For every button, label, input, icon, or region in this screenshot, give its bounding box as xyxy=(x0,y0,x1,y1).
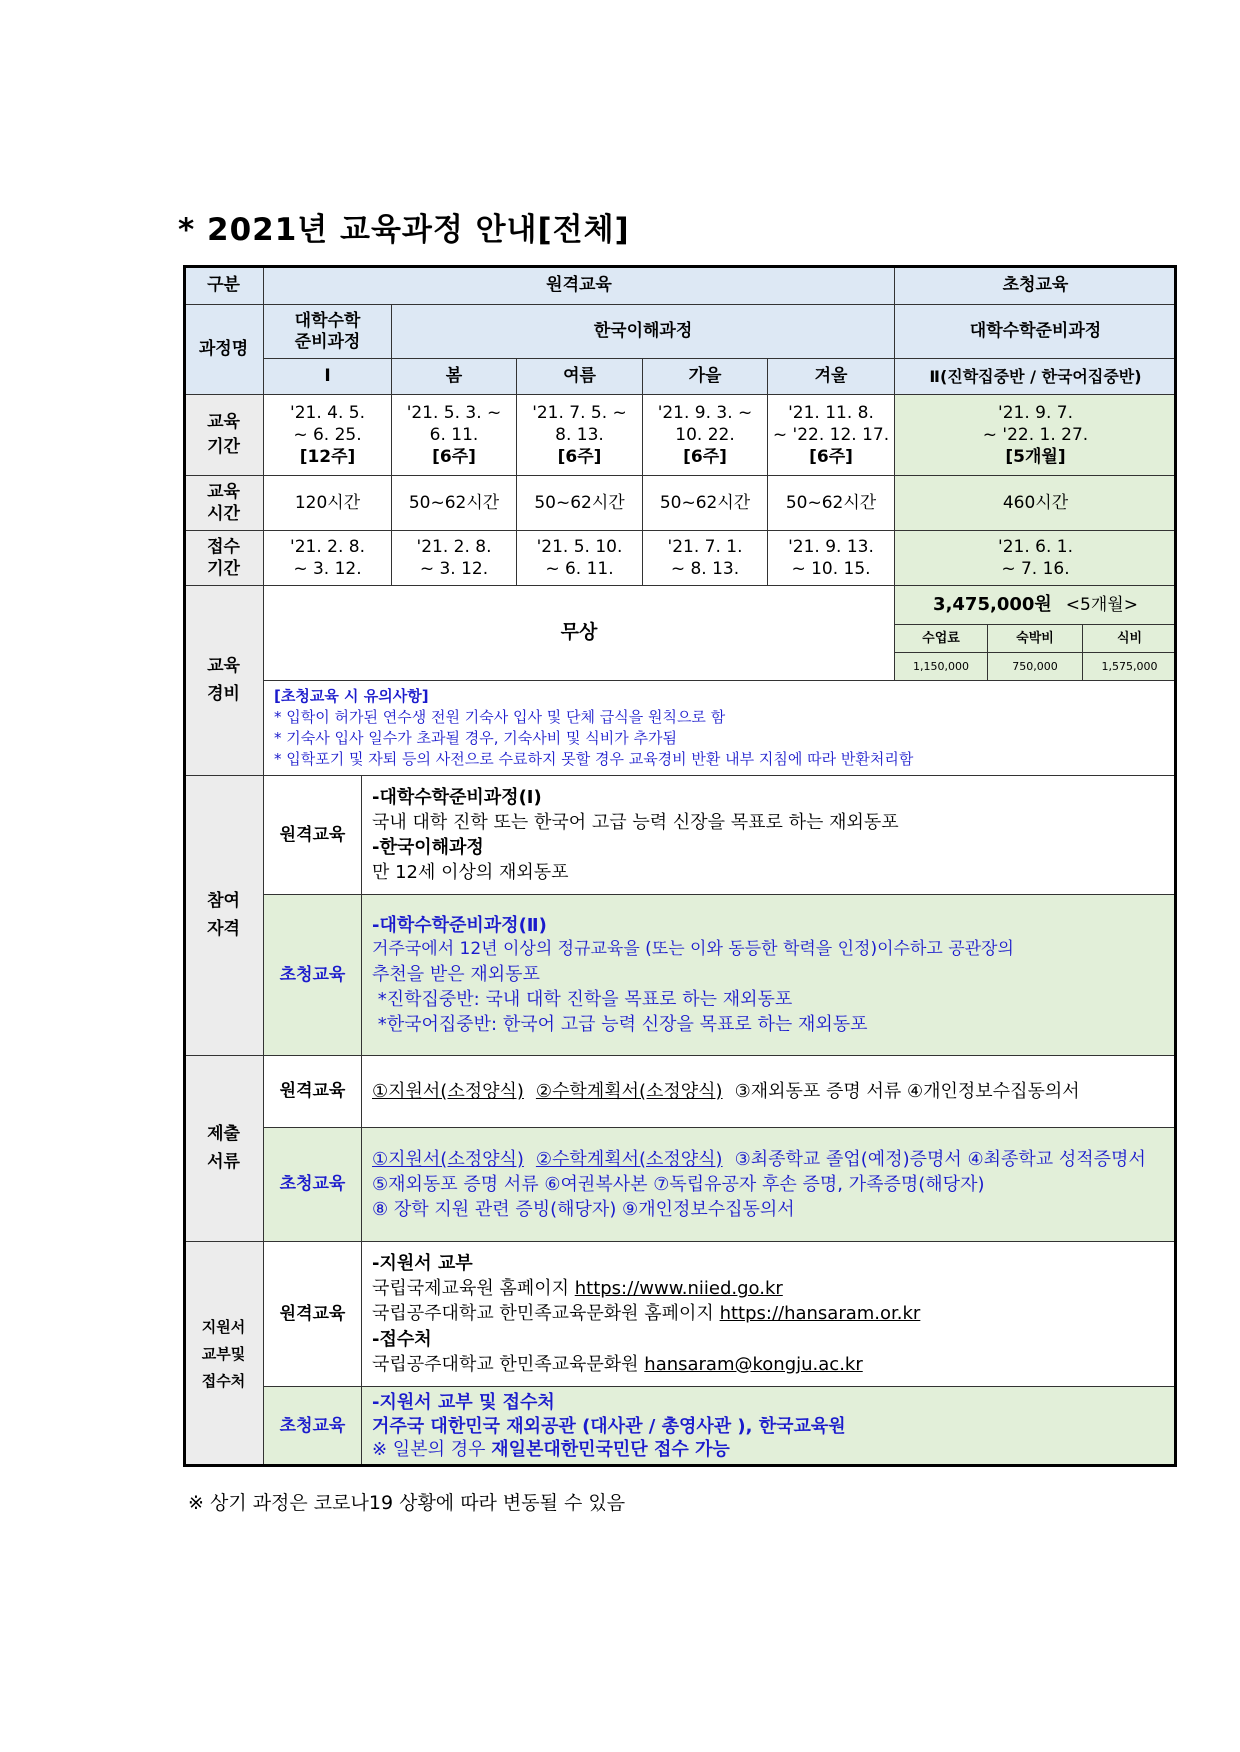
text: ~ 10. 15. xyxy=(791,559,871,579)
hansaram-line xyxy=(372,1301,920,1326)
text: -대학수학준비과정(Ⅰ) xyxy=(372,786,542,808)
sub-header-spring: 봄 xyxy=(391,358,517,395)
period-cell xyxy=(767,394,895,476)
row-label-application xyxy=(183,530,264,586)
notes-title: [초청교육 시 유의사항] xyxy=(274,687,429,705)
documents-invited-label: 초청교육 xyxy=(263,1127,362,1242)
header-prep-course xyxy=(263,304,392,359)
row-label-documents xyxy=(183,1055,264,1242)
row-label-eligibility xyxy=(183,775,264,1056)
japan-line xyxy=(372,1438,730,1461)
text: '21. 7. 1. xyxy=(667,536,743,557)
sub-header-summer: 여름 xyxy=(516,358,643,395)
application-cell xyxy=(642,530,768,586)
text: -지원서 교부 및 접수처 xyxy=(372,1392,555,1414)
text: -접수처 xyxy=(372,1328,432,1350)
text: ~ '22. 12. 17. xyxy=(772,424,890,445)
text: 교육 xyxy=(207,481,240,502)
text: '21. 9. 7. xyxy=(998,402,1073,423)
hours-cell-invited: 460시간 xyxy=(894,475,1177,531)
text: '21. 2. 8. xyxy=(416,536,492,557)
text: 국내 대학 진학 또는 한국어 고급 능력 신장을 목표로 하는 재외동포 xyxy=(372,811,899,833)
text: ③재외동포 증명 서류 ④개인정보수집동의서 xyxy=(734,1080,1080,1102)
text: 교육 xyxy=(207,656,240,677)
eligibility-remote-content xyxy=(361,775,1177,895)
niied-line xyxy=(372,1276,783,1301)
text: 준비과정 xyxy=(294,331,361,352)
documents-invited-line xyxy=(372,1147,1146,1172)
text: ~ 6. 25. xyxy=(293,424,362,445)
note-item: * 입학이 허가된 연수생 전원 기숙사 입사 및 단체 급식을 원칙으로 함 xyxy=(274,708,726,726)
footnote: ※ 상기 과정은 코로나19 상황에 따라 변동될 수 있음 xyxy=(188,1492,626,1514)
text: ③최종학교 졸업(예정)증명서 ④최종학교 성적증명서 xyxy=(734,1148,1146,1170)
text: 거주국 대한민국 재외공관 (대사관 / 총영사관 ), 한국교육원 xyxy=(372,1415,846,1437)
application-cell xyxy=(767,530,895,586)
cost-header-tuition: 수업료 xyxy=(894,624,988,653)
eligibility-invited-label: 초청교육 xyxy=(263,894,362,1056)
text: ~ 3. 12. xyxy=(293,559,362,579)
documents-remote-label: 원격교육 xyxy=(263,1055,362,1128)
text: 자격 xyxy=(207,918,240,939)
cost-total-note: <5개월> xyxy=(1065,594,1138,615)
receipt-line xyxy=(372,1352,863,1377)
text: 시간 xyxy=(207,504,240,524)
row-label-cost xyxy=(183,585,264,776)
text: 국립공주대학교 한민족교육문화원 홈페이지 xyxy=(372,1303,714,1325)
row-label-contact xyxy=(183,1241,264,1467)
hansaram-link[interactable]: https://hansaram.or.kr xyxy=(719,1303,921,1325)
cost-total-amount: 3,475,000원 xyxy=(933,593,1052,615)
email-link[interactable]: hansaram@kongju.ac.kr xyxy=(644,1353,863,1375)
text: 접수 xyxy=(207,536,240,557)
text: 8. 13. xyxy=(555,424,604,445)
application-form-link[interactable]: ①지원서(소정양식) xyxy=(372,1148,524,1170)
documents-invited-content xyxy=(361,1127,1177,1242)
text: 대학수학 xyxy=(294,311,361,332)
text: 국립공주대학교 한민족교육문화원 xyxy=(372,1353,639,1375)
text: 추천을 받은 재외동포 xyxy=(372,963,540,985)
header-invited: 초청교육 xyxy=(894,265,1177,305)
application-cell xyxy=(391,530,517,586)
text: ~ 3. 12. xyxy=(419,559,489,579)
text: 교부및 xyxy=(201,1344,246,1363)
cost-value-meals: 1,575,000 xyxy=(1082,652,1177,681)
text: [6주] xyxy=(683,447,727,468)
header-category: 구분 xyxy=(183,265,264,305)
text: -대학수학준비과정(Ⅱ) xyxy=(372,914,547,936)
note-item: * 기숙사 입사 일수가 초과될 경우, 기숙사비 및 식비가 추가됨 xyxy=(274,729,677,747)
contact-remote-content xyxy=(361,1241,1177,1387)
application-form-link[interactable]: ①지원서(소정양식) xyxy=(372,1080,524,1102)
text: [6주] xyxy=(557,447,602,468)
header-korea-course: 한국이해과정 xyxy=(391,304,895,359)
eligibility-invited-content xyxy=(361,894,1177,1056)
cost-value-housing: 750,000 xyxy=(987,652,1083,681)
hours-cell: 50~62시간 xyxy=(391,475,517,531)
text: 국립국제교육원 홈페이지 xyxy=(372,1278,569,1300)
text: ※ 일본의 경우 xyxy=(372,1439,486,1461)
text: ~ 6. 11. xyxy=(545,559,614,579)
text: -한국이해과정 xyxy=(372,837,484,858)
text: 교육 xyxy=(207,412,240,433)
study-plan-link[interactable]: ②수학계획서(소정양식) xyxy=(535,1148,723,1170)
text: '21. 5. 10. xyxy=(536,536,623,557)
text: 지원서 xyxy=(201,1317,246,1336)
text: '21. 7. 5. ~ xyxy=(532,402,627,423)
text: '21. 9. 3. ~ xyxy=(657,402,753,423)
cost-total xyxy=(894,585,1177,625)
text: ~ 7. 16. xyxy=(1001,559,1070,579)
text: '21. 9. 13. xyxy=(788,536,874,557)
study-plan-link[interactable]: ②수학계획서(소정양식) xyxy=(535,1080,723,1102)
contact-invited-content xyxy=(361,1386,1177,1467)
documents-remote-content xyxy=(361,1055,1177,1128)
text: ⑧ 장학 지원 관련 증빙(해당자) ⑨개인정보수집동의서 xyxy=(372,1199,795,1221)
text: '21. 11. 8. xyxy=(788,402,874,423)
hours-cell: 120시간 xyxy=(263,475,392,531)
text: '21. 2. 8. xyxy=(290,536,365,557)
text: [6주] xyxy=(432,447,476,468)
period-cell xyxy=(642,394,768,476)
text: 재일본대한민국민단 접수 가능 xyxy=(491,1439,730,1461)
cost-notes xyxy=(263,680,1177,776)
text: ⑤재외동포 증명 서류 ⑥여권복사본 ⑦독립유공자 후손 증명, 가족증명(해당자) xyxy=(372,1173,985,1195)
text: [5개월] xyxy=(1005,447,1066,468)
row-label-period xyxy=(183,394,264,476)
eligibility-remote-label: 원격교육 xyxy=(263,775,362,895)
text: -지원서 교부 xyxy=(372,1253,473,1275)
text: ~ '22. 1. 27. xyxy=(982,424,1089,445)
niied-link[interactable]: https://www.niied.go.kr xyxy=(574,1278,783,1300)
application-cell-invited xyxy=(894,530,1177,586)
text: 제출 xyxy=(207,1124,240,1145)
header-invited-course: 대학수학준비과정 xyxy=(894,304,1177,359)
sub-header-winter: 겨울 xyxy=(767,358,895,395)
text: 기간 xyxy=(207,559,240,579)
hours-cell: 50~62시간 xyxy=(767,475,895,531)
text: 거주국에서 12년 이상의 정규교육을 (또는 이와 동등한 학력을 인정)이수하고 공관장의 xyxy=(372,938,1014,959)
text: '21. 6. 1. xyxy=(998,536,1073,557)
sub-header-1: Ⅰ xyxy=(263,358,392,395)
cost-header-meals: 식비 xyxy=(1082,624,1177,653)
text: *진학집중반: 국내 대학 진학을 목표로 하는 재외동포 xyxy=(372,988,793,1010)
page-title: * 2021년 교육과정 안내[전체] xyxy=(178,212,630,248)
hours-cell: 50~62시간 xyxy=(516,475,643,531)
row-label-hours xyxy=(183,475,264,531)
text: '21. 4. 5. xyxy=(290,402,365,423)
sub-header-autumn: 가을 xyxy=(642,358,768,395)
text: 서류 xyxy=(207,1151,240,1172)
period-cell xyxy=(391,394,517,476)
period-cell xyxy=(263,394,392,476)
text: [6주] xyxy=(809,447,853,468)
text: '21. 5. 3. ~ xyxy=(406,402,502,423)
application-cell xyxy=(263,530,392,586)
text: 10. 22. xyxy=(675,424,735,445)
hours-cell: 50~62시간 xyxy=(642,475,768,531)
text: 기간 xyxy=(207,437,240,457)
text: ~ 8. 13. xyxy=(670,559,740,579)
header-remote: 원격교육 xyxy=(263,265,895,305)
cost-header-housing: 숙박비 xyxy=(987,624,1083,653)
cost-value-tuition: 1,150,000 xyxy=(894,652,988,681)
note-item: * 입학포기 및 자퇴 등의 사전으로 수료하지 못할 경우 교육경비 반환 내부 지침에 따라 반환처리함 xyxy=(274,750,914,768)
contact-remote-label: 원격교육 xyxy=(263,1241,362,1387)
period-cell-invited xyxy=(894,394,1177,476)
text: [12주] xyxy=(299,447,356,468)
text: 6. 11. xyxy=(429,424,479,445)
cost-free: 무상 xyxy=(263,585,895,681)
text: *한국어집중반: 한국어 고급 능력 신장을 목표로 하는 재외동포 xyxy=(372,1014,868,1036)
header-course-name: 과정명 xyxy=(183,304,264,395)
contact-invited-label: 초청교육 xyxy=(263,1386,362,1467)
text: 참여 xyxy=(207,891,240,912)
text: 접수처 xyxy=(201,1371,246,1390)
text: 만 12세 이상의 재외동포 xyxy=(372,862,569,884)
period-cell xyxy=(516,394,643,476)
text: 경비 xyxy=(207,683,240,704)
sub-header-2: Ⅱ(진학집중반 / 한국어집중반) xyxy=(894,358,1177,395)
application-cell xyxy=(516,530,643,586)
